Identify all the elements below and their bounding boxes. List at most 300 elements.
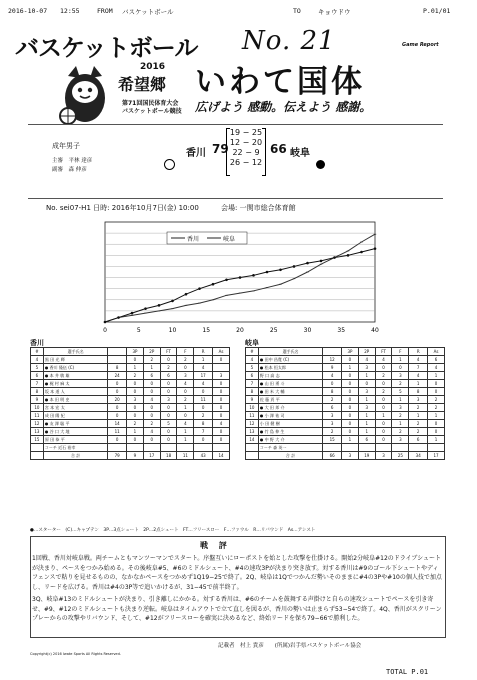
stat-cell: 4	[323, 372, 342, 380]
stat-cell: 2	[143, 420, 160, 428]
player-row	[31, 364, 230, 372]
fax-total-pages: TOTAL P.01	[386, 668, 429, 676]
stat-cell	[160, 444, 177, 452]
total-cell: 14	[213, 452, 230, 460]
stat-cell: 1	[392, 420, 409, 428]
column-header	[323, 348, 342, 356]
stat-cell: 0	[127, 412, 144, 420]
stat-cell: 1	[392, 396, 409, 404]
data-point-gifu	[306, 262, 309, 265]
loss-dot-icon	[316, 160, 325, 169]
data-point-gifu	[320, 260, 323, 263]
stat-cell: 1	[342, 436, 359, 444]
stat-cell: 0	[375, 420, 392, 428]
stat-cell: 0	[160, 380, 177, 388]
stat-cell: 4	[428, 364, 445, 372]
column-header: FT	[375, 348, 392, 356]
stat-cell: 1	[177, 404, 194, 412]
data-point-gifu	[117, 316, 120, 319]
stat-cell	[375, 444, 392, 452]
data-point-kagawa	[374, 234, 376, 235]
stat-cell	[127, 444, 144, 452]
stat-cell	[428, 444, 445, 452]
player-row	[31, 356, 230, 364]
game-number: No. sei07-H1	[46, 204, 91, 212]
kibou-label: 希望郷	[118, 75, 167, 94]
data-point-kagawa	[360, 242, 362, 243]
stat-cell: 0	[342, 412, 359, 420]
stat-cell: 7	[409, 364, 428, 372]
stat-cell: 0	[160, 436, 177, 444]
stat-cell	[342, 444, 359, 452]
stat-cell: 2	[127, 420, 144, 428]
stat-cell	[409, 444, 428, 452]
game-report-label: Game Report	[402, 42, 439, 48]
total-cell: 18	[160, 452, 177, 460]
player-row	[246, 404, 445, 412]
fax-time: 12:55	[60, 7, 80, 15]
stat-cell: 0	[177, 388, 194, 396]
taikai-line-2: バスケットボール競技	[122, 108, 182, 115]
data-point-gifu	[347, 254, 350, 257]
stat-cell: 3	[177, 372, 194, 380]
x-tick-label: 0	[103, 327, 107, 334]
stat-cell: 3	[392, 372, 409, 380]
total-cell: 79	[108, 452, 127, 460]
stat-cell: 0	[127, 380, 144, 388]
stat-cell	[213, 364, 230, 372]
stat-cell: 20	[108, 396, 127, 404]
table-header-row	[246, 348, 445, 356]
total-cell: 3	[375, 452, 392, 460]
stat-cell: 9	[246, 396, 259, 404]
column-header: 2P	[358, 348, 375, 356]
data-point-kagawa	[279, 284, 281, 285]
fax-date: 2016-10-07	[8, 7, 48, 15]
stat-cell: 2	[375, 388, 392, 396]
stat-cell: 1	[143, 364, 160, 372]
data-point-kagawa	[171, 308, 173, 309]
stat-cell: 5	[160, 420, 177, 428]
data-point-gifu	[279, 268, 282, 271]
player-row	[31, 372, 230, 380]
data-point-kagawa	[131, 315, 133, 316]
chart-legend	[167, 232, 247, 244]
kagawa-table-title: 香川	[30, 339, 44, 347]
stat-cell: 2	[392, 428, 409, 436]
referee-main: 主審 平林 達彦	[52, 158, 93, 164]
stat-cell: 1	[127, 364, 144, 372]
player-name: ● 香川 隆伍 (C)	[43, 364, 107, 372]
stat-cell: 0	[213, 428, 230, 436]
data-point-kagawa	[144, 313, 146, 314]
quarter-1-score: 19 − 25	[229, 128, 263, 137]
stat-cell: 0	[213, 412, 230, 420]
referee-sub: 副審 森 伸彦	[52, 167, 87, 173]
data-point-gifu	[185, 293, 188, 296]
x-tick-label: 35	[337, 327, 346, 334]
player-row	[31, 436, 230, 444]
stat-cell: 6	[358, 436, 375, 444]
player-row	[246, 372, 445, 380]
data-point-kagawa	[306, 272, 308, 273]
stat-cell: 17	[194, 372, 213, 380]
stat-cell: 3	[392, 436, 409, 444]
total-cell: 11	[177, 452, 194, 460]
stat-cell	[194, 444, 213, 452]
handwritten-number: No. 21	[242, 26, 336, 56]
stat-cell: 2	[194, 412, 213, 420]
fax-to-name: キョウドウ	[318, 8, 351, 16]
player-row	[31, 420, 230, 428]
player-name: ● 谷 口 大 地	[43, 428, 107, 436]
player-name: 佐 藤 貢 平	[258, 396, 322, 404]
stat-cell	[213, 444, 230, 452]
player-name: ● 本 井 敏 雄	[43, 372, 107, 380]
stat-cell: 0	[194, 388, 213, 396]
player-name: 成 田 陽 紀	[43, 412, 107, 420]
stat-cell: 1	[194, 356, 213, 364]
stat-cell: 11	[194, 396, 213, 404]
stat-cell: 0	[342, 404, 359, 412]
officials	[52, 157, 92, 175]
stat-cell: 3	[409, 396, 428, 404]
stat-cell: 1	[409, 380, 428, 388]
player-name: ● 小 澤 祐 司	[258, 412, 322, 420]
data-point-kagawa	[252, 290, 254, 291]
stat-cell: 0	[213, 356, 230, 364]
away-team-name: 岐阜	[290, 148, 310, 159]
stat-cell: 0	[194, 436, 213, 444]
column-header: F	[177, 348, 194, 356]
stat-cell: 4	[177, 380, 194, 388]
stat-cell: 14	[108, 420, 127, 428]
quarter-4-score: 26 − 12	[229, 158, 263, 167]
taikai-name	[122, 100, 182, 116]
data-point-gifu	[104, 321, 107, 324]
player-row	[246, 436, 445, 444]
data-point-gifu	[252, 274, 255, 277]
stat-cell: 15	[323, 436, 342, 444]
stat-cell: 4	[143, 428, 160, 436]
quarter-3-score: 22 − 9	[232, 148, 260, 157]
stat-cell: 13	[246, 428, 259, 436]
stat-cell: 8	[246, 388, 259, 396]
stat-cell: 0	[342, 428, 359, 436]
stat-cell: 6	[31, 372, 44, 380]
stat-cell: 4	[31, 356, 44, 364]
data-point-kagawa	[225, 295, 227, 296]
stat-cell: 0	[108, 404, 127, 412]
stat-cell: 0	[143, 380, 160, 388]
stat-cell: 0	[342, 372, 359, 380]
stat-cell: 0	[213, 396, 230, 404]
stat-cell: 5	[392, 388, 409, 396]
stat-cell: 4	[194, 380, 213, 388]
venue-label: 会場:	[221, 204, 238, 212]
column-header: 選手氏名	[258, 348, 322, 356]
column-header: 3P	[342, 348, 359, 356]
player-name: 坂 本 道 人	[43, 388, 107, 396]
stat-cell: 0	[108, 436, 127, 444]
stat-cell: 1	[342, 364, 359, 372]
summary-divider	[28, 198, 443, 199]
stat-cell: 2	[323, 428, 342, 436]
stat-cell: 3	[213, 372, 230, 380]
stat-cell: 9	[323, 364, 342, 372]
slogan: 広げよう 感動。伝えよう 感謝。	[195, 100, 372, 114]
column-header: As	[428, 348, 445, 356]
player-row	[246, 420, 445, 428]
total-cell: 19	[358, 452, 375, 460]
stat-cell: 0	[143, 412, 160, 420]
legend-kagawa-label: 香川	[187, 236, 200, 243]
commentary-heading: 戦 評	[200, 541, 231, 550]
stat-cell	[108, 356, 127, 364]
stat-cell: 4	[358, 356, 375, 364]
stat-cell: 0	[127, 356, 144, 364]
stat-cell: 11	[108, 428, 127, 436]
x-tick-label: 25	[269, 327, 278, 334]
stat-cell: 0	[342, 420, 359, 428]
stat-cell: 1	[127, 428, 144, 436]
kagawa-stats-table	[30, 347, 230, 460]
stat-cell: 8	[108, 364, 127, 372]
stat-cell: 2	[409, 404, 428, 412]
column-header: 3P	[127, 348, 144, 356]
stat-cell: 0	[428, 428, 445, 436]
stat-cell: 4	[409, 372, 428, 380]
stat-cell: 7	[194, 428, 213, 436]
stat-cell: 6	[323, 404, 342, 412]
stat-cell: 6	[428, 356, 445, 364]
data-point-kagawa	[347, 250, 349, 251]
player-row	[246, 380, 445, 388]
gifu-table-title: 岐阜	[245, 339, 259, 347]
data-point-gifu	[158, 304, 161, 307]
column-header: FT	[160, 348, 177, 356]
stat-cell: 1	[358, 420, 375, 428]
stat-cell: 2	[428, 396, 445, 404]
stat-cell: 24	[108, 372, 127, 380]
stat-cell: 10	[31, 404, 44, 412]
stat-cell: 2	[127, 372, 144, 380]
stat-cell: 12	[31, 420, 44, 428]
fax-from-name: バスケットボール	[122, 8, 174, 16]
stat-cell	[323, 444, 342, 452]
data-point-gifu	[144, 307, 147, 310]
stat-cell: 12	[246, 420, 259, 428]
data-point-kagawa	[158, 310, 160, 311]
stat-cell: 3	[358, 364, 375, 372]
total-cell: 34	[409, 452, 428, 460]
stat-cell: 0	[213, 388, 230, 396]
data-point-gifu	[225, 278, 228, 281]
player-name: 宮 本 宏 太	[43, 404, 107, 412]
stat-cell: 4	[375, 356, 392, 364]
stat-cell: 1	[428, 436, 445, 444]
fax-to-label: TO	[293, 7, 301, 15]
quarter-2-score: 12 − 20	[229, 138, 263, 147]
total-cell: 17	[428, 452, 445, 460]
player-name: 原 田 恭 平	[43, 436, 107, 444]
stat-cell: 3	[358, 404, 375, 412]
data-point-kagawa	[198, 303, 200, 304]
stat-cell: 0	[194, 404, 213, 412]
player-row	[31, 396, 230, 404]
data-point-kagawa	[320, 264, 322, 265]
stat-cell: 4	[194, 364, 213, 372]
x-tick-label: 20	[236, 327, 244, 334]
stat-cell: 4	[143, 396, 160, 404]
stat-cell: 0	[160, 428, 177, 436]
stat-cell: 2	[375, 372, 392, 380]
stat-cell: 0	[342, 388, 359, 396]
total-cell: 9	[127, 452, 144, 460]
total-cell: 25	[392, 452, 409, 460]
stat-cell: 0	[160, 388, 177, 396]
stat-cell: 5	[31, 364, 44, 372]
stat-cell: 15	[31, 436, 44, 444]
data-point-kagawa	[266, 287, 268, 288]
stat-cell: 2	[143, 356, 160, 364]
player-name: ● 松本 恒太郎	[258, 364, 322, 372]
x-tick-label: 5	[136, 327, 141, 334]
stat-cell: 8	[409, 388, 428, 396]
stat-cell: 0	[428, 388, 445, 396]
stat-cell: 4	[409, 356, 428, 364]
stat-cell: 7	[31, 380, 44, 388]
total-cell: 3	[342, 452, 359, 460]
stat-cell: 0	[375, 380, 392, 388]
stat-cell: 1	[358, 396, 375, 404]
player-row	[31, 404, 230, 412]
x-tick-label: 10	[168, 327, 177, 334]
stat-cell: 0	[375, 364, 392, 372]
stat-cell	[108, 444, 127, 452]
iwate-kokutai-logo: いわて国体	[195, 64, 365, 100]
player-row	[246, 428, 445, 436]
data-point-kagawa	[293, 278, 295, 279]
year-label: 2016	[140, 62, 166, 72]
data-point-gifu	[374, 247, 377, 250]
column-header: #	[31, 348, 44, 356]
column-header: F	[392, 348, 409, 356]
stat-cell: 1	[177, 428, 194, 436]
total-row	[246, 452, 445, 460]
recorder-info: 記載者 村上 貴彦 (所属)岩手県バスケットボール協会	[218, 643, 362, 649]
player-name: ● 友 澤 聡 平	[43, 420, 107, 428]
stat-cell: 6	[143, 372, 160, 380]
date-label: 日時:	[93, 204, 110, 212]
stat-cell: 0	[108, 388, 127, 396]
stat-cell: 11	[31, 412, 44, 420]
legend-gifu-label: 岐阜	[223, 236, 236, 243]
data-point-kagawa	[239, 293, 241, 294]
stat-cell: 1	[358, 412, 375, 420]
total-cell: 66	[323, 452, 342, 460]
data-point-gifu	[239, 276, 242, 279]
fax-page: P.01/01	[423, 7, 451, 15]
stat-cell: 0	[127, 404, 144, 412]
category-label: 成年男子	[52, 142, 80, 150]
stat-cell: 6	[160, 372, 177, 380]
stat-cell: 0	[342, 396, 359, 404]
stat-cell: 2	[177, 396, 194, 404]
running-score-chart	[95, 218, 385, 338]
table-legend: ●…スターター (C)…キャプテン 3P…3点シュート 2P…2点シュート FT…フリースロー F…ファウル R…リバウンド As…アシスト	[30, 528, 316, 533]
stat-cell: 0	[160, 404, 177, 412]
stat-cell: 0	[108, 412, 127, 420]
total-cell: 合 計	[43, 452, 107, 460]
player-name: ● 田 米 大 輔	[258, 388, 322, 396]
fax-from-label: FROM	[97, 7, 113, 15]
stat-cell: 0	[177, 412, 194, 420]
x-tick-label: 15	[202, 327, 211, 334]
gifu-stats-table	[245, 347, 445, 460]
table-header-row	[31, 348, 230, 356]
total-row	[31, 452, 230, 460]
commentary-paragraph-2: 3Q、岐阜#13のミドルシュートが決まり、引き離しにかかる。対する香川は、#6のチームを鼓舞する声掛けと自らの速攻シュートでペースを引き寄せ、#9、#12のミドルシュートも決まり逆転。岐阜はタイムアウトで立て直しを図るが、香川の勢いは止まらず53−54で終了。4Q、香川がスクリーンプレーからの攻撃やリバウンド、そして、#12がフリースローを確実に決めるなど、終始リードを保ち79−66で勝利した。	[32, 596, 442, 622]
stat-cell: 6	[409, 436, 428, 444]
column-header: 2P	[143, 348, 160, 356]
stat-cell: 4	[246, 356, 259, 364]
player-name: ● 中 野 大 介	[258, 436, 322, 444]
stat-cell: 2	[160, 364, 177, 372]
stat-cell: 2	[392, 380, 409, 388]
data-point-gifu	[171, 300, 174, 303]
stat-cell: 2	[409, 428, 428, 436]
total-cell: 43	[194, 452, 213, 460]
player-row	[31, 380, 230, 388]
data-point-gifu	[266, 271, 269, 274]
stat-cell: 0	[143, 388, 160, 396]
total-cell: 17	[143, 452, 160, 460]
home-team-name: 香川	[186, 148, 206, 159]
stat-cell: 0	[375, 436, 392, 444]
stat-cell	[31, 444, 44, 452]
data-point-gifu	[131, 312, 134, 315]
stat-cell: 0	[127, 436, 144, 444]
stat-cell: 1	[409, 412, 428, 420]
player-name: 黒 田 光 輝	[43, 356, 107, 364]
stat-cell: 2	[323, 396, 342, 404]
player-name: 野 口 高 志	[258, 372, 322, 380]
data-point-kagawa	[185, 305, 187, 306]
stat-cell: 3	[160, 396, 177, 404]
stat-cell: 0	[160, 356, 177, 364]
stat-cell: 5	[246, 364, 259, 372]
player-row	[246, 364, 445, 372]
player-row	[246, 412, 445, 420]
away-team-score: 66	[270, 142, 287, 156]
column-header: As	[213, 348, 230, 356]
data-point-gifu	[333, 256, 336, 259]
player-row	[246, 396, 445, 404]
stat-cell: 2	[392, 412, 409, 420]
stat-cell: 13	[31, 428, 44, 436]
stat-cell: 12	[323, 356, 342, 364]
stat-cell: 8	[323, 388, 342, 396]
x-tick-label: 40	[371, 327, 379, 334]
stat-cell: 0	[375, 396, 392, 404]
stat-cell: 10	[246, 404, 259, 412]
commentary-paragraph-1: 1回戦、香川対岐阜戦。両チームともマンツーマンでスタート。序盤互いにローポストを始とした攻撃を仕掛ける。開始2分岐阜#12のドライブシュートが決まり、ペースをつかみ始める。その後岐阜#5、#6のミドルシュート、#4の速攻3Pが決まり突き放す。対する香川は#9のゴール下シュートやディフェンスで粘りを見せるものの、なかなかペースをつかめず1Q19−25で終了。2Q、岐阜は1Qでつかんだ勢いそのままに#4の3Pや#10の個人技で加点し、リードを広げる。香川は#4の3P等で追いかけるが、31−45で前半終了。	[32, 555, 442, 591]
stat-cell: 3	[127, 396, 144, 404]
player-name: 小 田 健 樹	[258, 420, 322, 428]
stat-cell: 11	[246, 412, 259, 420]
total-cell	[31, 452, 44, 460]
